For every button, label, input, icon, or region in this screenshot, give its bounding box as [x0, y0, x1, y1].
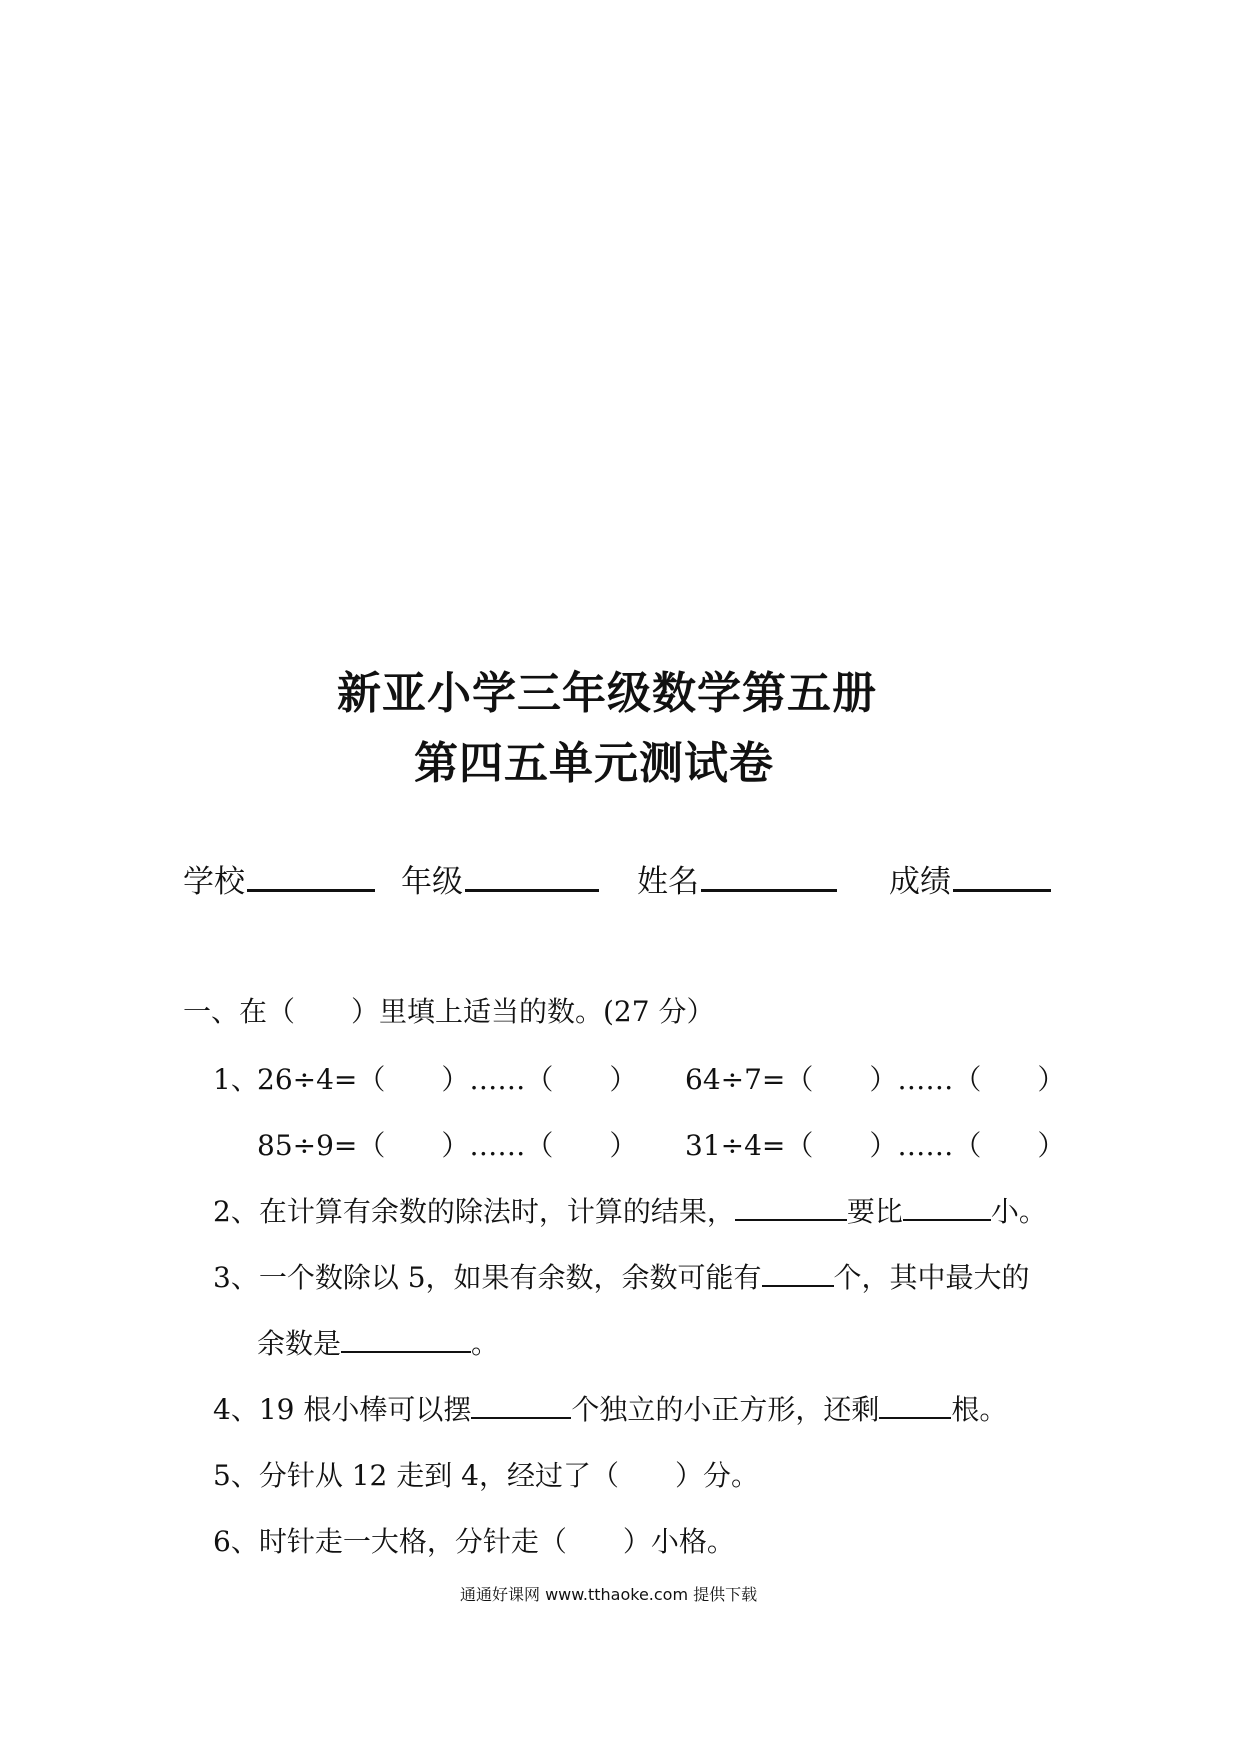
q1-number: 1、: [213, 1063, 259, 1096]
q4-text-3: 根。: [951, 1393, 1008, 1426]
q4: [213, 1388, 1007, 1428]
q2: [213, 1190, 1047, 1230]
q1-item-c: 85÷9=（ ）……（ ）: [257, 1129, 638, 1162]
grade-blank: [465, 857, 599, 892]
q3-text-3: 余数是: [257, 1327, 342, 1360]
name-blank: [701, 857, 837, 892]
q2-blank-1: [735, 1193, 847, 1221]
school-field: [183, 856, 375, 906]
section1-heading: 一、在（ ）里填上适当的数。(27 分）: [183, 995, 715, 1028]
q2-blank-2: [903, 1193, 991, 1221]
doc-title-line1: 新亚小学三年级数学第五册: [337, 668, 877, 719]
q2-text-1: 2、在计算有余数的除法时，计算的结果，: [213, 1195, 735, 1228]
name-label: 姓名: [637, 864, 699, 900]
q2-text-3: 小。: [990, 1195, 1047, 1228]
score-label: 成绩: [889, 864, 951, 900]
q4-blank-1: [471, 1391, 571, 1419]
score-field: [889, 856, 1051, 906]
footer-credit: 通通好课网 www.tthaoke.com 提供下载: [460, 1585, 758, 1604]
q2-text-2: 要比: [846, 1195, 903, 1228]
score-blank: [953, 857, 1051, 892]
q6: 6、时针走一大格，分针走（ ）小格。: [213, 1525, 735, 1558]
school-label: 学校: [183, 864, 245, 900]
q1-item-d: 31÷4=（ ）……（ ）: [685, 1129, 1066, 1162]
q3-blank-2: [341, 1325, 471, 1353]
school-blank: [247, 857, 375, 892]
name-field: [637, 856, 837, 906]
q3-line2: [257, 1322, 499, 1362]
grade-label: 年级: [401, 864, 463, 900]
q1-item-a: 26÷4=（ ）……（ ）: [257, 1063, 638, 1096]
q3-text-1: 3、一个数除以 5，如果有余数，余数可能有: [213, 1261, 762, 1294]
grade-field: [401, 856, 599, 906]
q4-text-1: 4、19 根小棒可以摆: [213, 1393, 472, 1426]
q3-blank-1: [762, 1259, 834, 1287]
q3-text-2: 个，其中最大的: [833, 1261, 1030, 1294]
q1-item-b: 64÷7=（ ）……（ ）: [685, 1063, 1066, 1096]
q3-line1: [213, 1256, 1030, 1296]
doc-title-line2: 第四五单元测试卷: [414, 738, 774, 789]
q4-text-2: 个独立的小正方形，还剩: [571, 1393, 880, 1426]
q5: 5、分针从 12 走到 4，经过了（ ）分。: [213, 1459, 759, 1492]
q3-text-4: 。: [471, 1327, 500, 1360]
q4-blank-2: [879, 1391, 951, 1419]
